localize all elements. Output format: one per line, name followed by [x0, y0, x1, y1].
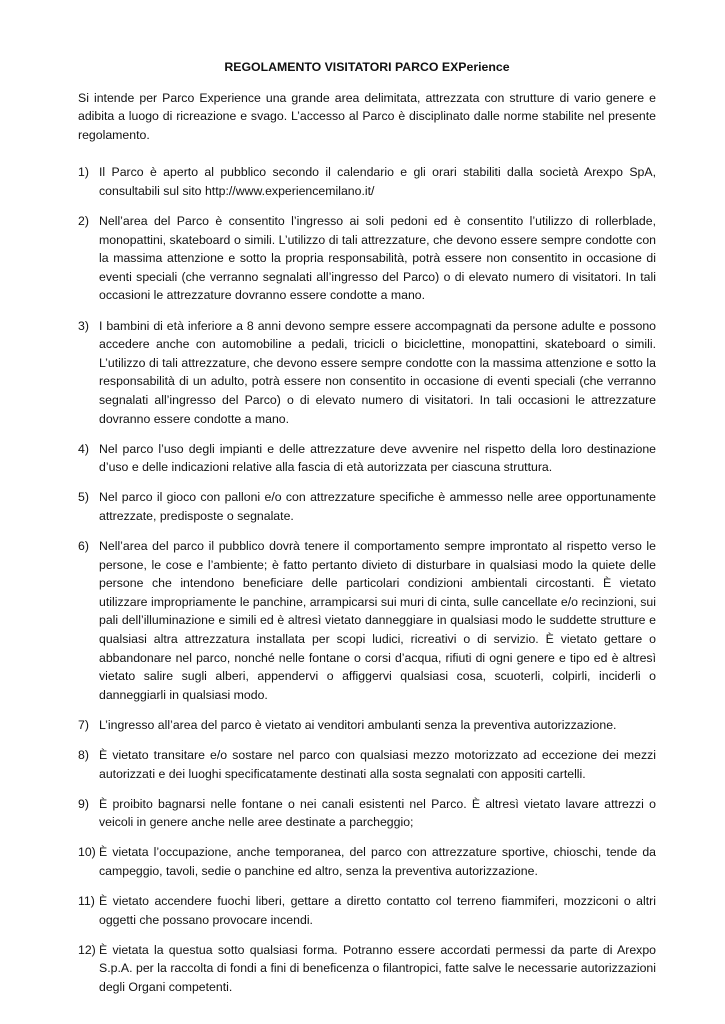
- rule-text: L’ingresso all’area del parco è vietato ai venditori ambulanti senza la preventiva autorizzazione.: [99, 717, 617, 732]
- rule-text: È vietata l’occupazione, anche temporanea, del parco con attrezzature sportive, chioschi, tende da campeggio, tavoli, sedie o panchine ed altro, senza la preventiva autorizzazione.: [99, 845, 656, 878]
- rule-text: I bambini di età inferiore a 8 anni devono sempre essere accompagnati da persone adulte e possono accedere anche con automobiline a pedali, tricicli o biciclettine, monopattini, skateboard o simili. L’utilizzo di tali attrezzature, che devono essere sempre condotte con la massima attenzione e sotto la responsabilità di un adulto, potrà essere non consentito in occasione di eventi speciali (che verranno segnalati all’ingresso del Parco) o di elevato numero di visitatori. In tali occasioni le attrezzature dovranno essere condotte a mano.: [99, 318, 656, 426]
- rule-number: 9): [78, 796, 89, 811]
- rule-number: 6): [78, 538, 89, 553]
- rule-text: È vietato transitare e/o sostare nel parco con qualsiasi mezzo motorizzato ad eccezione dei mezzi autorizzati e dei luoghi specificatamente destinati alla sosta segnalati con appositi cartelli.: [99, 747, 656, 781]
- rule-item: [78, 163, 656, 200]
- rule-number: 4): [78, 441, 89, 456]
- rule-number: 10): [78, 845, 96, 860]
- rule-text: È proibito bagnarsi nelle fontane o nei canali esistenti nel Parco. È altresì vietato lavare attrezzi o veicoli in genere anche nelle aree destinate a parcheggio;: [99, 796, 656, 830]
- rule-item: [78, 795, 656, 832]
- rule-number: 3): [78, 318, 89, 333]
- rule-item: [78, 843, 656, 880]
- rule-number: 7): [78, 717, 89, 732]
- rules-list: [78, 163, 656, 996]
- rule-number: 12): [78, 942, 96, 957]
- rule-item: [78, 716, 656, 735]
- rule-number: 5): [78, 490, 89, 505]
- rule-text: È vietato accendere fuochi liberi, gettare a diretto contatto col terreno fiammiferi, mozziconi o altri oggetti che possano provocare incendi.: [99, 893, 656, 927]
- rule-text: Nel parco l’uso degli impianti e delle attrezzature deve avvenire nel rispetto della loro destinazione d’uso e delle indicazioni relative alla fascia di età autorizzata per ciascuna struttura.: [99, 441, 656, 475]
- rule-text: Nel parco il gioco con palloni e/o con attrezzature specifiche è ammesso nelle aree opportunamente attrezzate, predisposte o segnalate.: [99, 490, 656, 523]
- rule-item: [78, 537, 656, 704]
- rule-item: [78, 440, 656, 477]
- intro-paragraph: Si intende per Parco Experience una grande area delimitata, attrezzata con strutture di vario genere e adibita a luogo di ricreazione e svago. L’accesso al Parco è disciplinato dalle norme stabilite nel presente regolamento.: [78, 90, 656, 142]
- rule-number: 2): [78, 214, 89, 229]
- rule-item: [78, 212, 656, 305]
- rule-text: Il Parco è aperto al pubblico secondo il calendario e gli orari stabiliti dalla società Arexpo SpA, consultabili sul sito http://www.experiencemilano.it/: [99, 165, 656, 198]
- document-title: REGOLAMENTO VISITATORI PARCO EXPerience: [224, 60, 510, 74]
- rule-number: 1): [78, 165, 89, 180]
- rule-item: [78, 317, 656, 429]
- rule-text: È vietata la questua sotto qualsiasi forma. Potranno essere accordati permessi da parte di Arexpo S.p.A. per la raccolta di fondi a fini di beneficenza o filantropici, fatte salve le necessarie autorizzazioni degli Organi competenti.: [99, 942, 656, 994]
- rule-text: Nell’area del Parco è consentito l’ingresso ai soli pedoni ed è consentito l’utilizzo di rollerblade, monopattini, skateboard o simili. L’utilizzo di tali attrezzature, che devono essere sempre condotte con la massima attenzione e sotto la propria responsabilità, potrà essere non consentito in occasione di eventi speciali (che verranno segnalati all’ingresso del Parco) o di elevato numero di visitatori. In tali occasioni le attrezzature dovranno essere condotte a mano.: [99, 214, 656, 303]
- rule-item: [78, 892, 656, 929]
- rule-text: Nell’area del parco il pubblico dovrà tenere il comportamento sempre improntato al rispetto verso le persone, le cose e l’ambiente; è fatto pertanto divieto di disturbare in qualsiasi modo la quiete delle persone che intendono beneficiare delle particolari condizioni ambientali circostanti. È vietato utilizzare impropriamente le panchine, arrampicarsi sui muri di cinta, sulle cancellate e/o recinzioni, sui pali dell’illuminazione e simili ed è altresì vietato danneggiare in qualsiasi modo le suddette strutture e qualsiasi altra attrezzatura installata per scopi ludici, ricreativi o di servizio. È vietato gettare o abbandonare nel parco, nonché nelle fontane o corsi d’acqua, rifiuti di ogni genere e tipo ed è altresì vietato salire sugli alberi, appendervi o affiggervi qualsiasi cosa, scuoterli, colpirli, inciderli o danneggiarli in qualsiasi modo.: [99, 538, 656, 702]
- rule-number: 8): [78, 747, 89, 762]
- rule-item: [78, 941, 656, 997]
- rule-number: 11): [78, 893, 95, 908]
- document-page: [78, 58, 656, 1008]
- rule-item: [78, 488, 656, 525]
- rule-item: [78, 746, 656, 783]
